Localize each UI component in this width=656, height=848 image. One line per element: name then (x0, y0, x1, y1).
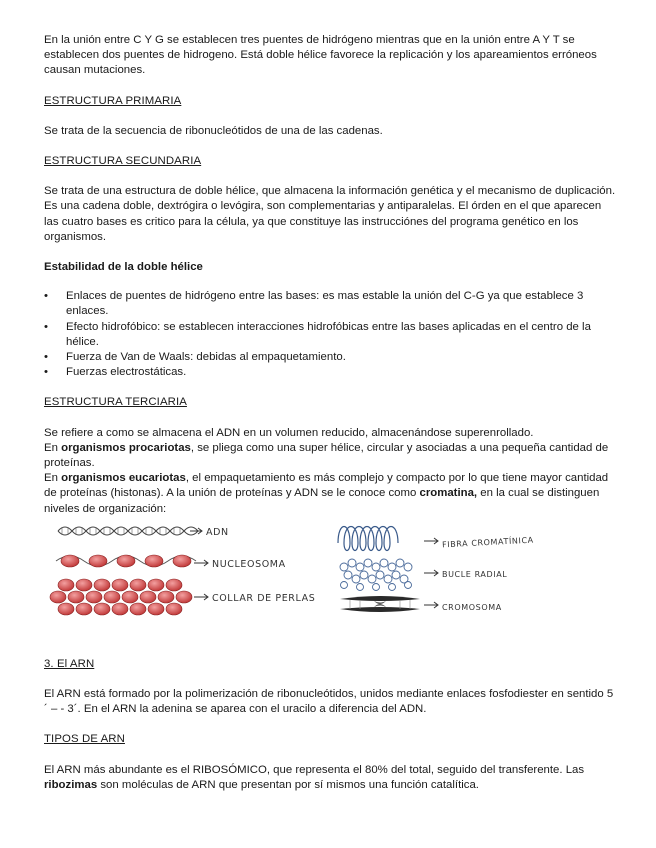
arrow-icon (194, 594, 208, 600)
text-fragment: En (44, 472, 62, 485)
cromatina-term: cromatina, (419, 487, 478, 500)
arrow-icon (424, 570, 438, 576)
text-fragment: , se pliega como una super hélice, circular y asociadas a una pequeña cantidad de proteínas. (44, 441, 609, 470)
heading-el-arn: 3. El ARN (44, 657, 95, 670)
heading-estructura-secundaria: ESTRUCTURA SECUNDARIA (44, 155, 202, 168)
arrow-icon (424, 538, 438, 544)
arn-paragraph: El ARN está formado por la polimerización de ribonucleótidos, unidos mediante enlaces fosfodiester en sentido 5´ – - 3´. En el ARN la adenina se aparea con el uracilo a diferencia del ADN. (44, 688, 614, 716)
text-fragment: en la cual se distinguen niveles de organización: (44, 487, 600, 515)
list-item: • Fuerzas electrostáticas. (44, 365, 616, 380)
ribozimas-term: ribozimas (44, 778, 98, 791)
procariotas-term: organismos procariotas (61, 441, 191, 454)
chromatin-illustration (44, 523, 616, 641)
procariotas-paragraph (44, 441, 616, 471)
label-cromosoma: CROMOSOMA (442, 602, 502, 612)
estabilidad-list (44, 289, 616, 380)
heading-estabilidad: Estabilidad de la doble hélice (44, 261, 203, 274)
terciaria-line: Se refiere a como se almacena el ADN en un volumen reducido, almacenándose superenrollado. (44, 426, 534, 439)
label-nucleosoma: NUCLEOSOMA (212, 558, 286, 570)
label-bucle-radial: BUCLE RADIAL (442, 569, 508, 579)
eucariotas-term: organismos eucariotas (61, 472, 186, 485)
secundaria-paragraph: Se trata de una estructura de doble hélice, que almacena la información genética y el mecanismo de duplicación. Es una cadena doble, dextrógira o levógira, son complementarias y antiparalelas. El órden en el que aparecen las cuatro bases es critico para la célula, ya que constituye las instrucciónes del programa genético en los organismos. (44, 185, 616, 243)
pearl-necklace-drawing (50, 579, 192, 615)
text-fragment: , el empaquetamiento es más complejo y compacto por lo que tiene mayor cantidad de proteínas (histonas). A la unión de proteínas y ADN se le conoce como (44, 472, 609, 500)
heading-estructura-terciaria: ESTRUCTURA TERCIARIA (44, 396, 187, 409)
heading-tipos-de-arn: TIPOS DE ARN (44, 733, 125, 746)
label-fibra-cromatinica: FIBRA CROMATÍNICA (441, 535, 534, 550)
terciaria-block (44, 426, 616, 517)
chromosome-drawing (340, 596, 420, 612)
text-fragment: El ARN más abundante es el RIBOSÓMICO, que representa el 80% del total, seguido del transferente. Las (44, 763, 585, 776)
tipos-paragraph (44, 763, 616, 793)
list-item: • Efecto hidrofóbico: se establecen interacciones hidrofóbicas entre las bases aplicadas en el centro de la hélice. (44, 320, 616, 350)
radial-loop-drawing (340, 559, 412, 591)
chromatin-fiber-drawing (338, 526, 398, 550)
nucleosome-drawing (56, 555, 196, 567)
document-page (44, 33, 616, 808)
intro-paragraph: En la unión entre C Y G se establecen tres puentes de hidrógeno mientras que en la unión entre A Y T se establecen dos puentes de hidrogeno. Está doble hélice favorece la replicación y los apareamientos erróneos causan mutaciones. (44, 34, 597, 77)
label-adn: ADN (206, 526, 229, 538)
text-fragment: son moléculas de ARN que presentan por sí mismos una función catalítica. (97, 778, 479, 791)
list-item: • Fuerza de Van de Waals: debidas al empaquetamiento. (44, 350, 616, 365)
primaria-paragraph: Se trata de la secuencia de ribonucleótidos de una de las cadenas. (44, 124, 383, 137)
text-fragment: En (44, 441, 62, 454)
arrow-icon (424, 602, 438, 608)
heading-estructura-primaria: ESTRUCTURA PRIMARIA (44, 94, 182, 107)
label-collar-de-perlas: COLLAR DE PERLAS (212, 592, 316, 604)
arrow-icon (194, 560, 208, 566)
dna-helix-drawing (58, 527, 198, 535)
list-item: • Enlaces de puentes de hidrógeno entre las bases: es mas estable la unión del C-G ya que establece 3 enlaces. (44, 289, 616, 319)
eucariotas-paragraph (44, 471, 616, 517)
